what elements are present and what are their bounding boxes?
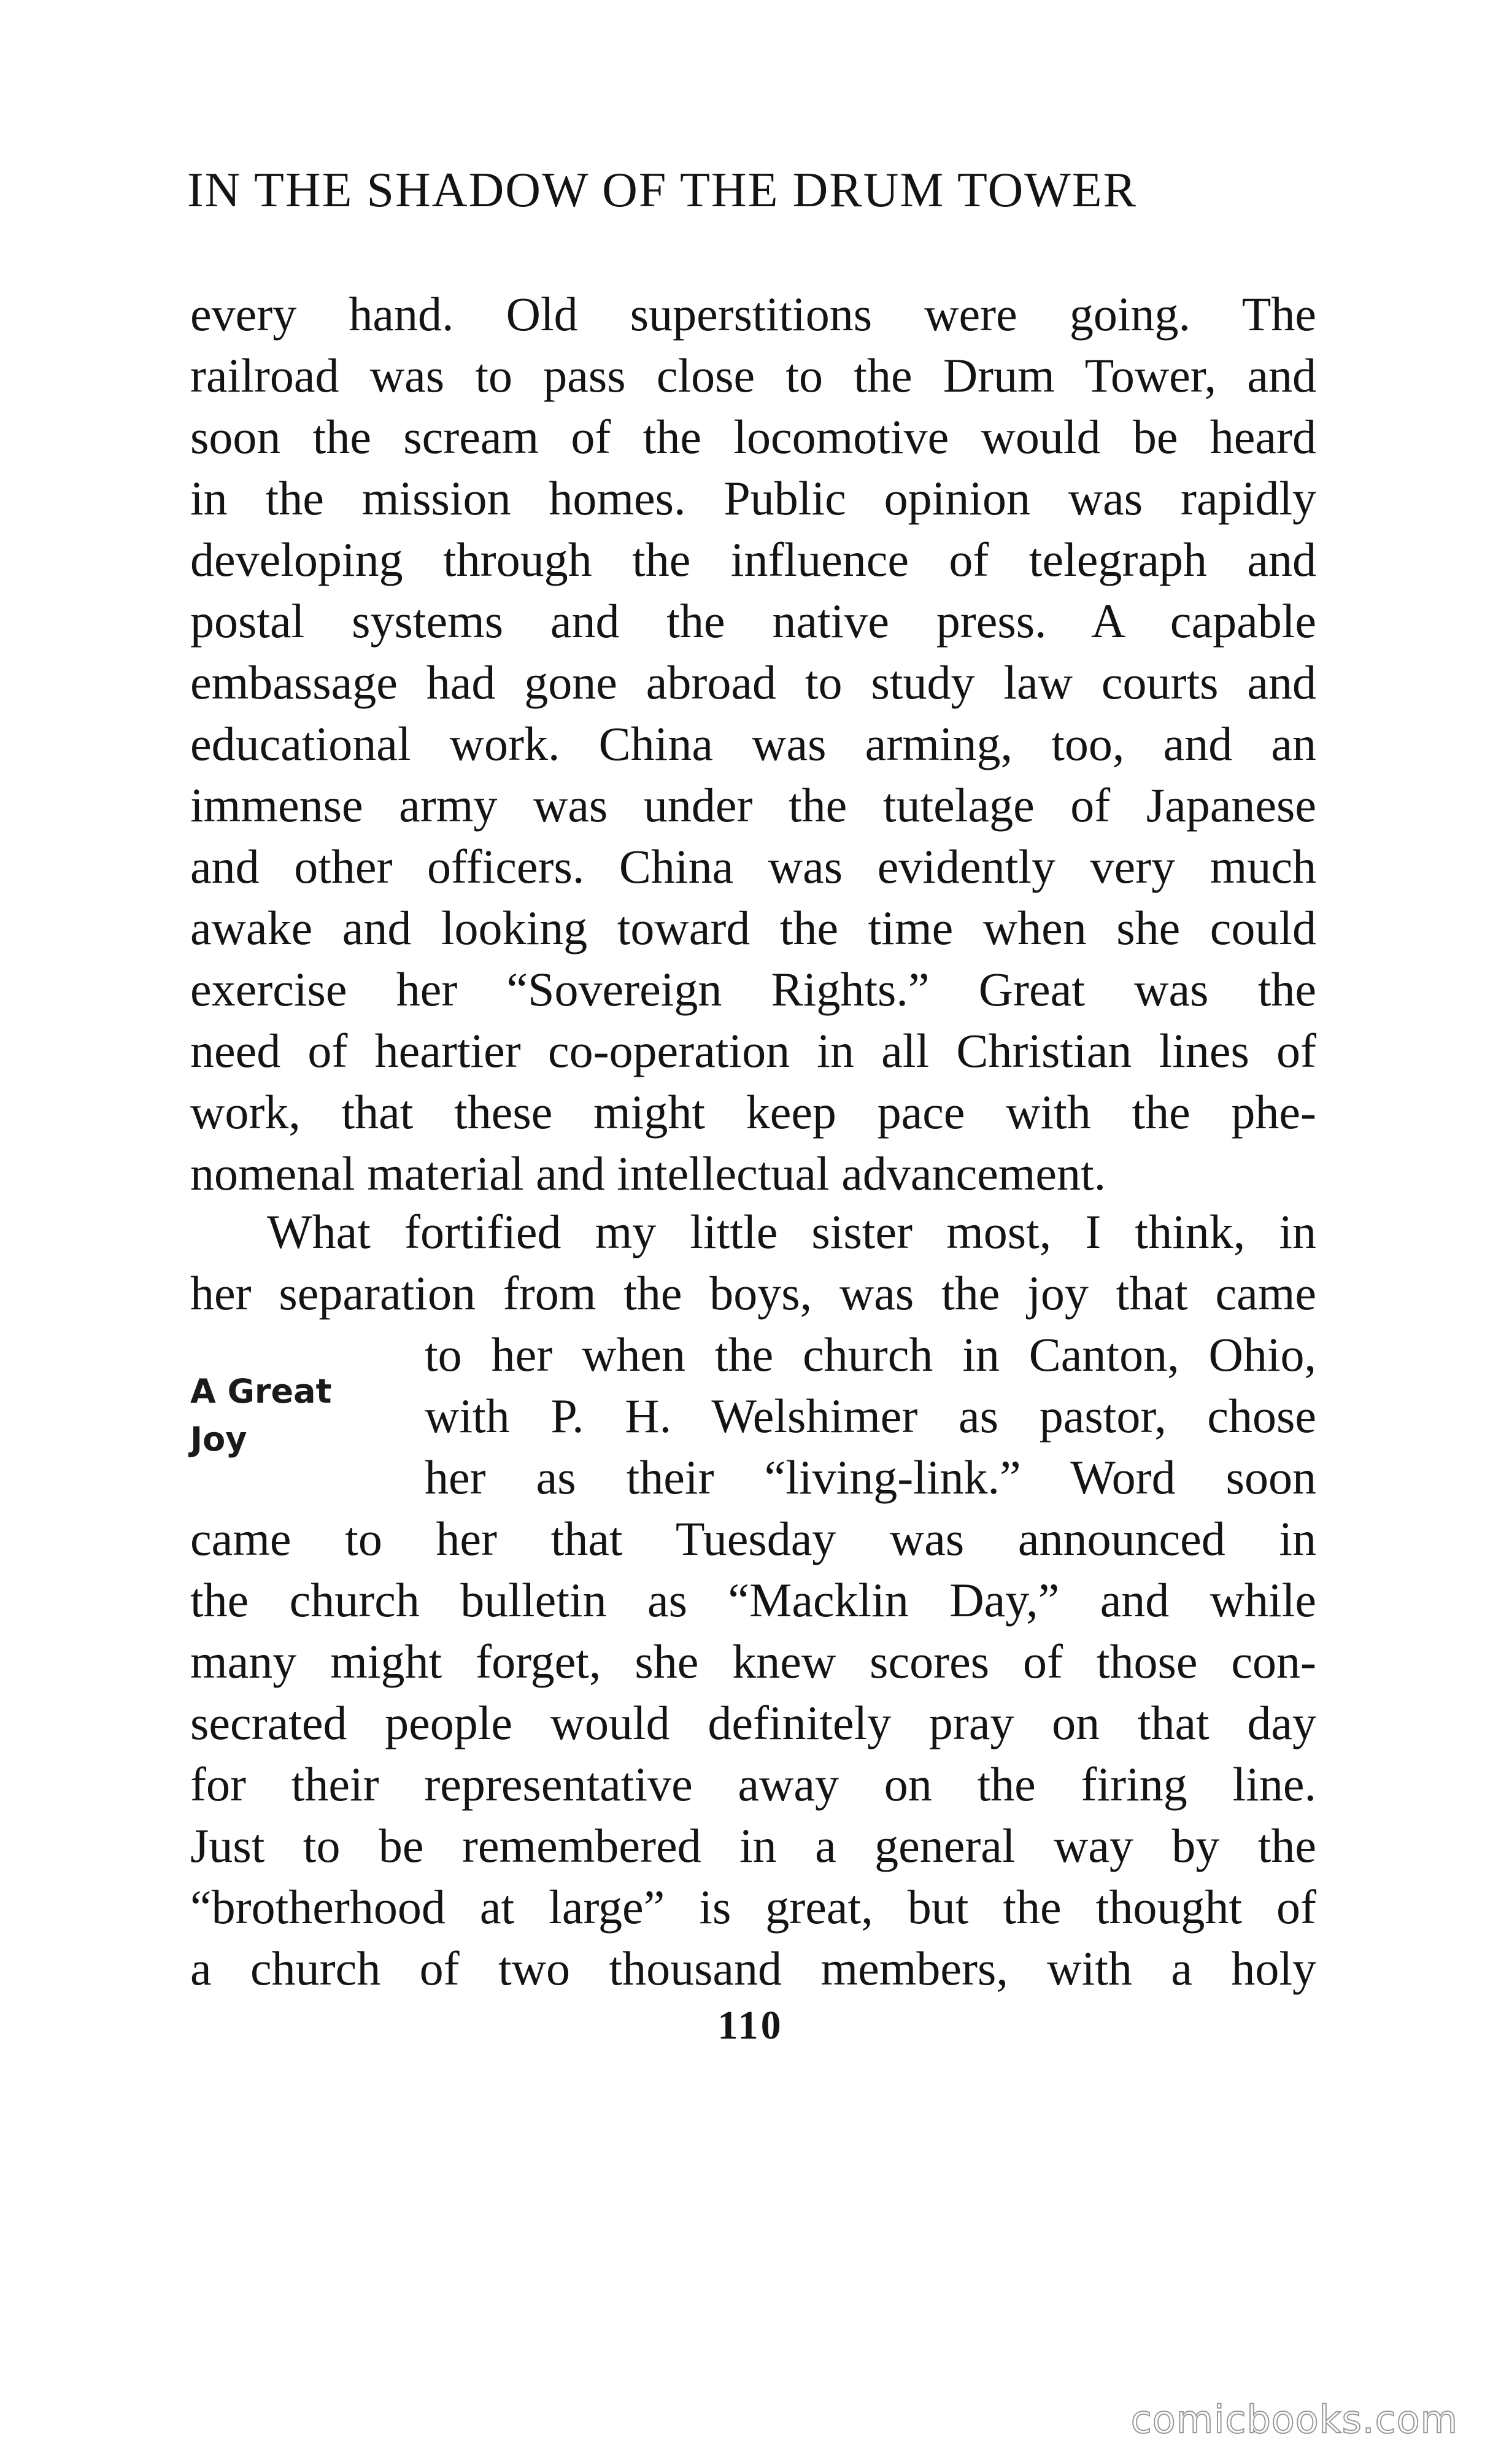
text-line: embassage had gone abroad to study law courts and bbox=[190, 656, 1316, 709]
text-line: came to her that Tuesday was announced in bbox=[190, 1512, 1316, 1565]
sidenote-line: Joy bbox=[190, 1420, 247, 1459]
text-line: Just to be remembered in a general way by the bbox=[190, 1819, 1316, 1872]
text-line: immense army was under the tutelage of Japanese bbox=[190, 778, 1316, 832]
paragraph-2 bbox=[190, 1201, 1316, 1999]
text-line: railroad was to pass close to the Drum Tower, and bbox=[190, 349, 1316, 402]
text-line: and other officers. China was evidently very much bbox=[190, 840, 1316, 893]
text-line: the church bulletin as “Macklin Day,” and while bbox=[190, 1573, 1316, 1627]
text-line: What fortified my little sister most, I think, in bbox=[267, 1205, 1316, 1258]
text-line: developing through the influence of telegraph and bbox=[190, 533, 1316, 586]
text-line: with P. H. Welshimer as pastor, chose bbox=[425, 1389, 1316, 1443]
text-line: her as their “living-link.” Word soon bbox=[425, 1451, 1316, 1504]
text-line: her separation from the boys, was the joy that came bbox=[190, 1266, 1316, 1320]
text-line: work, that these might keep pace with the phe- bbox=[190, 1085, 1316, 1139]
text-line: awake and looking toward the time when she could bbox=[190, 901, 1316, 955]
text-line: need of heartier co-operation in all Christian lines of bbox=[190, 1024, 1316, 1077]
text-line: for their representative away on the firing line. bbox=[190, 1757, 1316, 1811]
margin-sidenote bbox=[190, 1368, 393, 1463]
text-line: exercise her “Sovereign Rights.” Great was the bbox=[190, 963, 1316, 1016]
running-head: IN THE SHADOW OF THE DRUM TOWER bbox=[187, 163, 1137, 217]
page-number: 110 bbox=[717, 2003, 784, 2048]
text-line: to her when the church in Canton, Ohio, bbox=[425, 1328, 1316, 1381]
sidenote-line: A Great bbox=[190, 1372, 332, 1411]
text-line: a church of two thousand members, with a holy bbox=[190, 1942, 1316, 1995]
text-line: soon the scream of the locomotive would be heard bbox=[190, 410, 1316, 463]
watermark: comicbooks.com bbox=[1130, 2397, 1458, 2442]
text-line: postal systems and the native press. A capable bbox=[190, 594, 1316, 648]
text-line: secrated people would definitely pray on that day bbox=[190, 1696, 1316, 1749]
text-line: in the mission homes. Public opinion was rapidly bbox=[190, 471, 1316, 525]
text-line: “brotherhood at large” is great, but the thought of bbox=[190, 1880, 1316, 1934]
text-line: every hand. Old superstitions were going. The bbox=[190, 287, 1316, 341]
text-line: educational work. China was arming, too, and an bbox=[190, 717, 1316, 770]
text-line: many might forget, she knew scores of those con- bbox=[190, 1635, 1316, 1688]
text-line: nomenal material and intellectual advancement. bbox=[190, 1147, 1106, 1200]
paragraph-1 bbox=[190, 284, 1316, 1204]
